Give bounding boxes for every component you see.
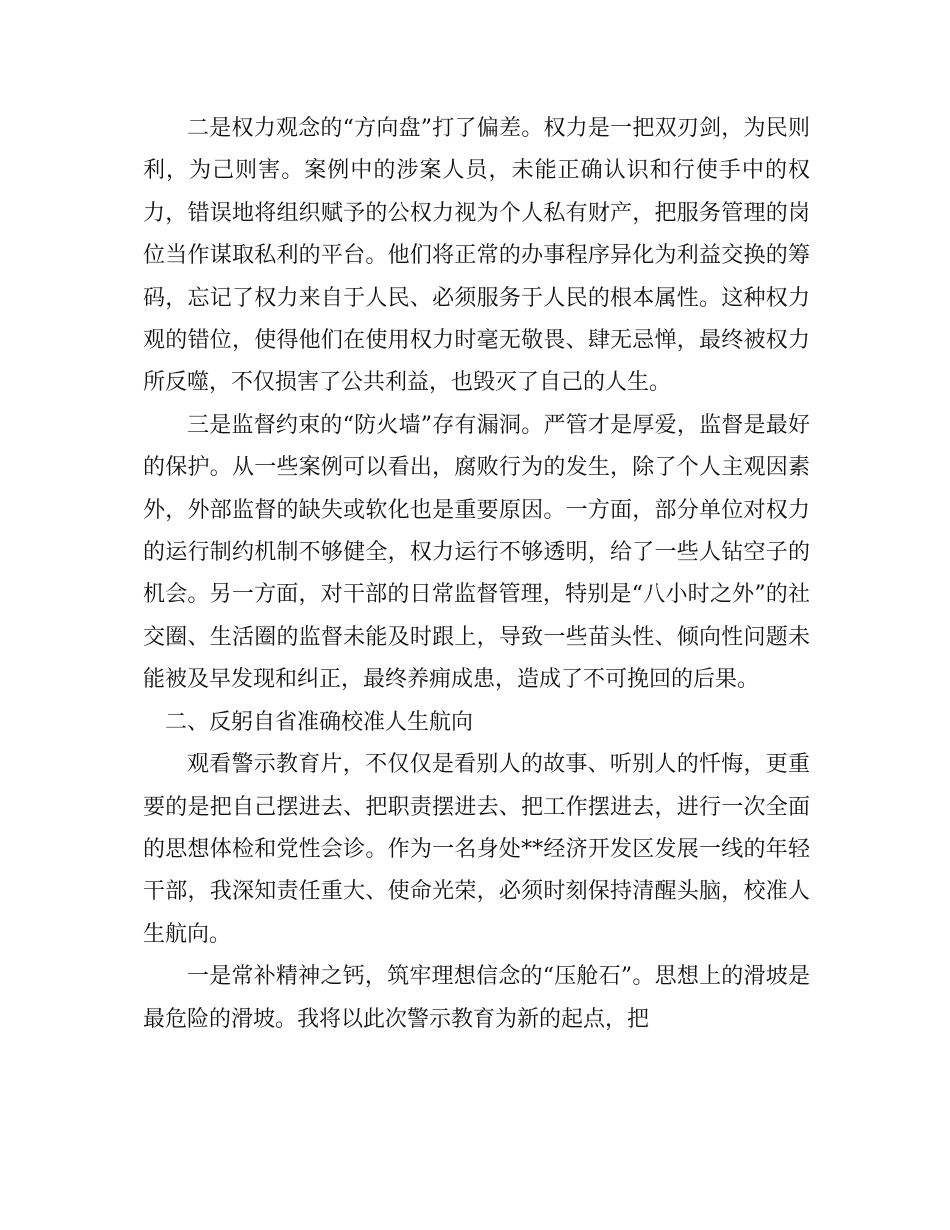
- document-body: [143, 108, 810, 1041]
- paragraph-ideals-beliefs: 一是常补精神之钙，筑牢理想信念的“压舱石”。思想上的滑坡是最危险的滑坡。我将以此次警示教育为新的起点，把: [143, 964, 810, 1032]
- paragraph-power-concept: 二是权力观念的“方向盘”打了偏差。权力是一把双刃剑，为民则利，为己则害。案例中的涉案人员，未能正确认识和行使手中的权力，错误地将组织赋予的公权力视为个人私有财产，把服务管理的岗位当作谋取私利的平台。他们将正常的办事程序异化为利益交换的筹码，忘记了权力来自于人民、必须服务于人民的根本属性。这种权力观的错位，使得他们在使用权力时毫无敬畏、肆无忌惮，最终被权力所反噬，不仅损害了公共利益，也毁灭了自己的人生。: [143, 116, 810, 396]
- paragraph-self-reflection: 观看警示教育片，不仅仅是看别人的故事、听别人的忏悔，更重要的是把自己摆进去、把职责摆进去、把工作摆进去，进行一次全面的思想体检和党性会诊。作为一名身处**经济开发区发展一线的年轻干部，我深知责任重大、使命光荣，必须时刻保持清醒头脑，校准人生航向。: [143, 752, 810, 947]
- section-heading: 二、反躬自省准确校准人生航向: [165, 709, 474, 735]
- paragraph-supervision: 三是监督约束的“防火墙”存有漏洞。严管才是厚爱，监督是最好的保护。从一些案例可以看出，腐败行为的发生，除了个人主观因素外，外部监督的缺失或软化也是重要原因。一方面，部分单位对权力的运行制约机制不够健全，权力运行不够透明，给了一些人钻空子的机会。另一方面，对干部的日常监督管理，特别是“八小时之外”的社交圈、生活圈的监督未能及时跟上，导致一些苗头性、倾向性问题未能被及早发现和纠正，最终养痈成患，造成了不可挽回的后果。: [143, 412, 810, 693]
